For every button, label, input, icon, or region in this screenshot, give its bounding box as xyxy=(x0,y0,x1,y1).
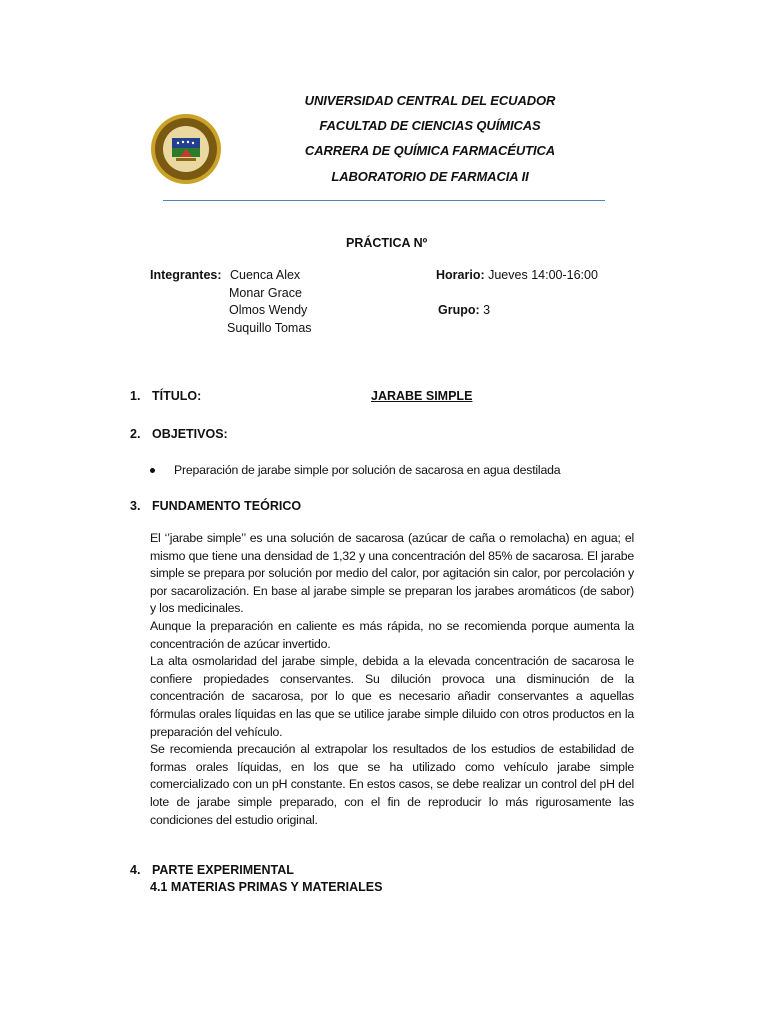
lab-name: LABORATORIO DE FARMACIA II xyxy=(331,169,529,184)
section-label: PARTE EXPERIMENTAL xyxy=(152,863,294,877)
subsection-materials-heading: 4.1 MATERIAS PRIMAS Y MATERIALES xyxy=(150,880,383,894)
section-label: TÍTULO: xyxy=(152,389,202,403)
group xyxy=(438,303,490,317)
section-number: 2. xyxy=(130,427,141,441)
schedule-value: Jueves 14:00-16:00 xyxy=(488,268,598,282)
section-number: 3. xyxy=(130,499,141,513)
member-name: Cuenca Alex xyxy=(230,268,301,282)
member-name: Suquillo Tomas xyxy=(227,321,312,335)
practice-topic: JARABE SIMPLE xyxy=(371,389,473,403)
section-label: FUNDAMENTO TEÓRICO xyxy=(152,499,302,513)
theory-text xyxy=(150,530,634,829)
faculty-name: FACULTAD DE CIENCIAS QUÍMICAS xyxy=(319,118,541,133)
paragraph: La alta osmolaridad del jarabe simple, debida a la elevada concentración de sacarosa le confiere propiedades conservantes. Su dilución provoca una disminución de la concentración de sacarosa, por lo que es necesario añadir conservantes a aquellas fórmulas orales líquidas en las que se utilice jarabe simple diluido con otros productos en la preparación del vehículo. xyxy=(150,654,634,739)
paragraph: Aunque la preparación en caliente es más rápida, no se recomienda porque aumenta la concentración de azúcar invertido. xyxy=(150,618,634,651)
section-experimental-heading xyxy=(130,863,294,877)
objective-item: Preparación de jarabe simple por solución de sacarosa en agua destilada xyxy=(174,463,561,477)
paragraph: Se recomienda precaución al extrapolar los resultados de los estudios de estabilidad de formas orales líquidas, en los que se ha utilizado como vehículo jarabe simple comercializado con un pH constante. En estos casos, se debe realizar un control del pH del lote de jarabe simple preparado, con el fin de reproducir lo más rigurosamente las condiciones del estudio original. xyxy=(150,742,634,827)
section-title-heading xyxy=(130,389,201,403)
member-name: Monar Grace xyxy=(229,286,302,300)
members-label: Integrantes: xyxy=(150,268,222,282)
university-name: UNIVERSIDAD CENTRAL DEL ECUADOR xyxy=(304,93,556,108)
paragraph: El ‘’jarabe simple’’ es una solución de sacarosa (azúcar de caña o remolacha) en agua; el mismo que tiene una densidad de 1,32 y una concentración del 85% de sacarosa. El jarabe simple se prepara por solución por medio del calor, por agitación sin calor, por percolación y por sacarolización. En base al jarabe simple se preparan los jarabes aromáticos (de sabor) y los medicinales. xyxy=(150,531,634,616)
header-divider xyxy=(163,200,605,201)
schedule-label: Horario: xyxy=(436,268,485,282)
section-objectives-heading xyxy=(130,427,228,441)
schedule xyxy=(436,268,598,282)
group-label: Grupo: xyxy=(438,303,480,317)
section-number: 4. xyxy=(130,863,141,877)
section-number: 1. xyxy=(130,389,141,403)
member-name: Olmos Wendy xyxy=(229,303,308,317)
section-theory-heading xyxy=(130,499,301,513)
bullet-icon xyxy=(150,468,155,473)
section-label: OBJETIVOS: xyxy=(152,427,228,441)
practice-title: PRÁCTICA Nº xyxy=(346,236,428,250)
career-name: CARRERA DE QUÍMICA FARMACÉUTICA xyxy=(304,143,556,158)
group-value: 3 xyxy=(483,303,491,317)
